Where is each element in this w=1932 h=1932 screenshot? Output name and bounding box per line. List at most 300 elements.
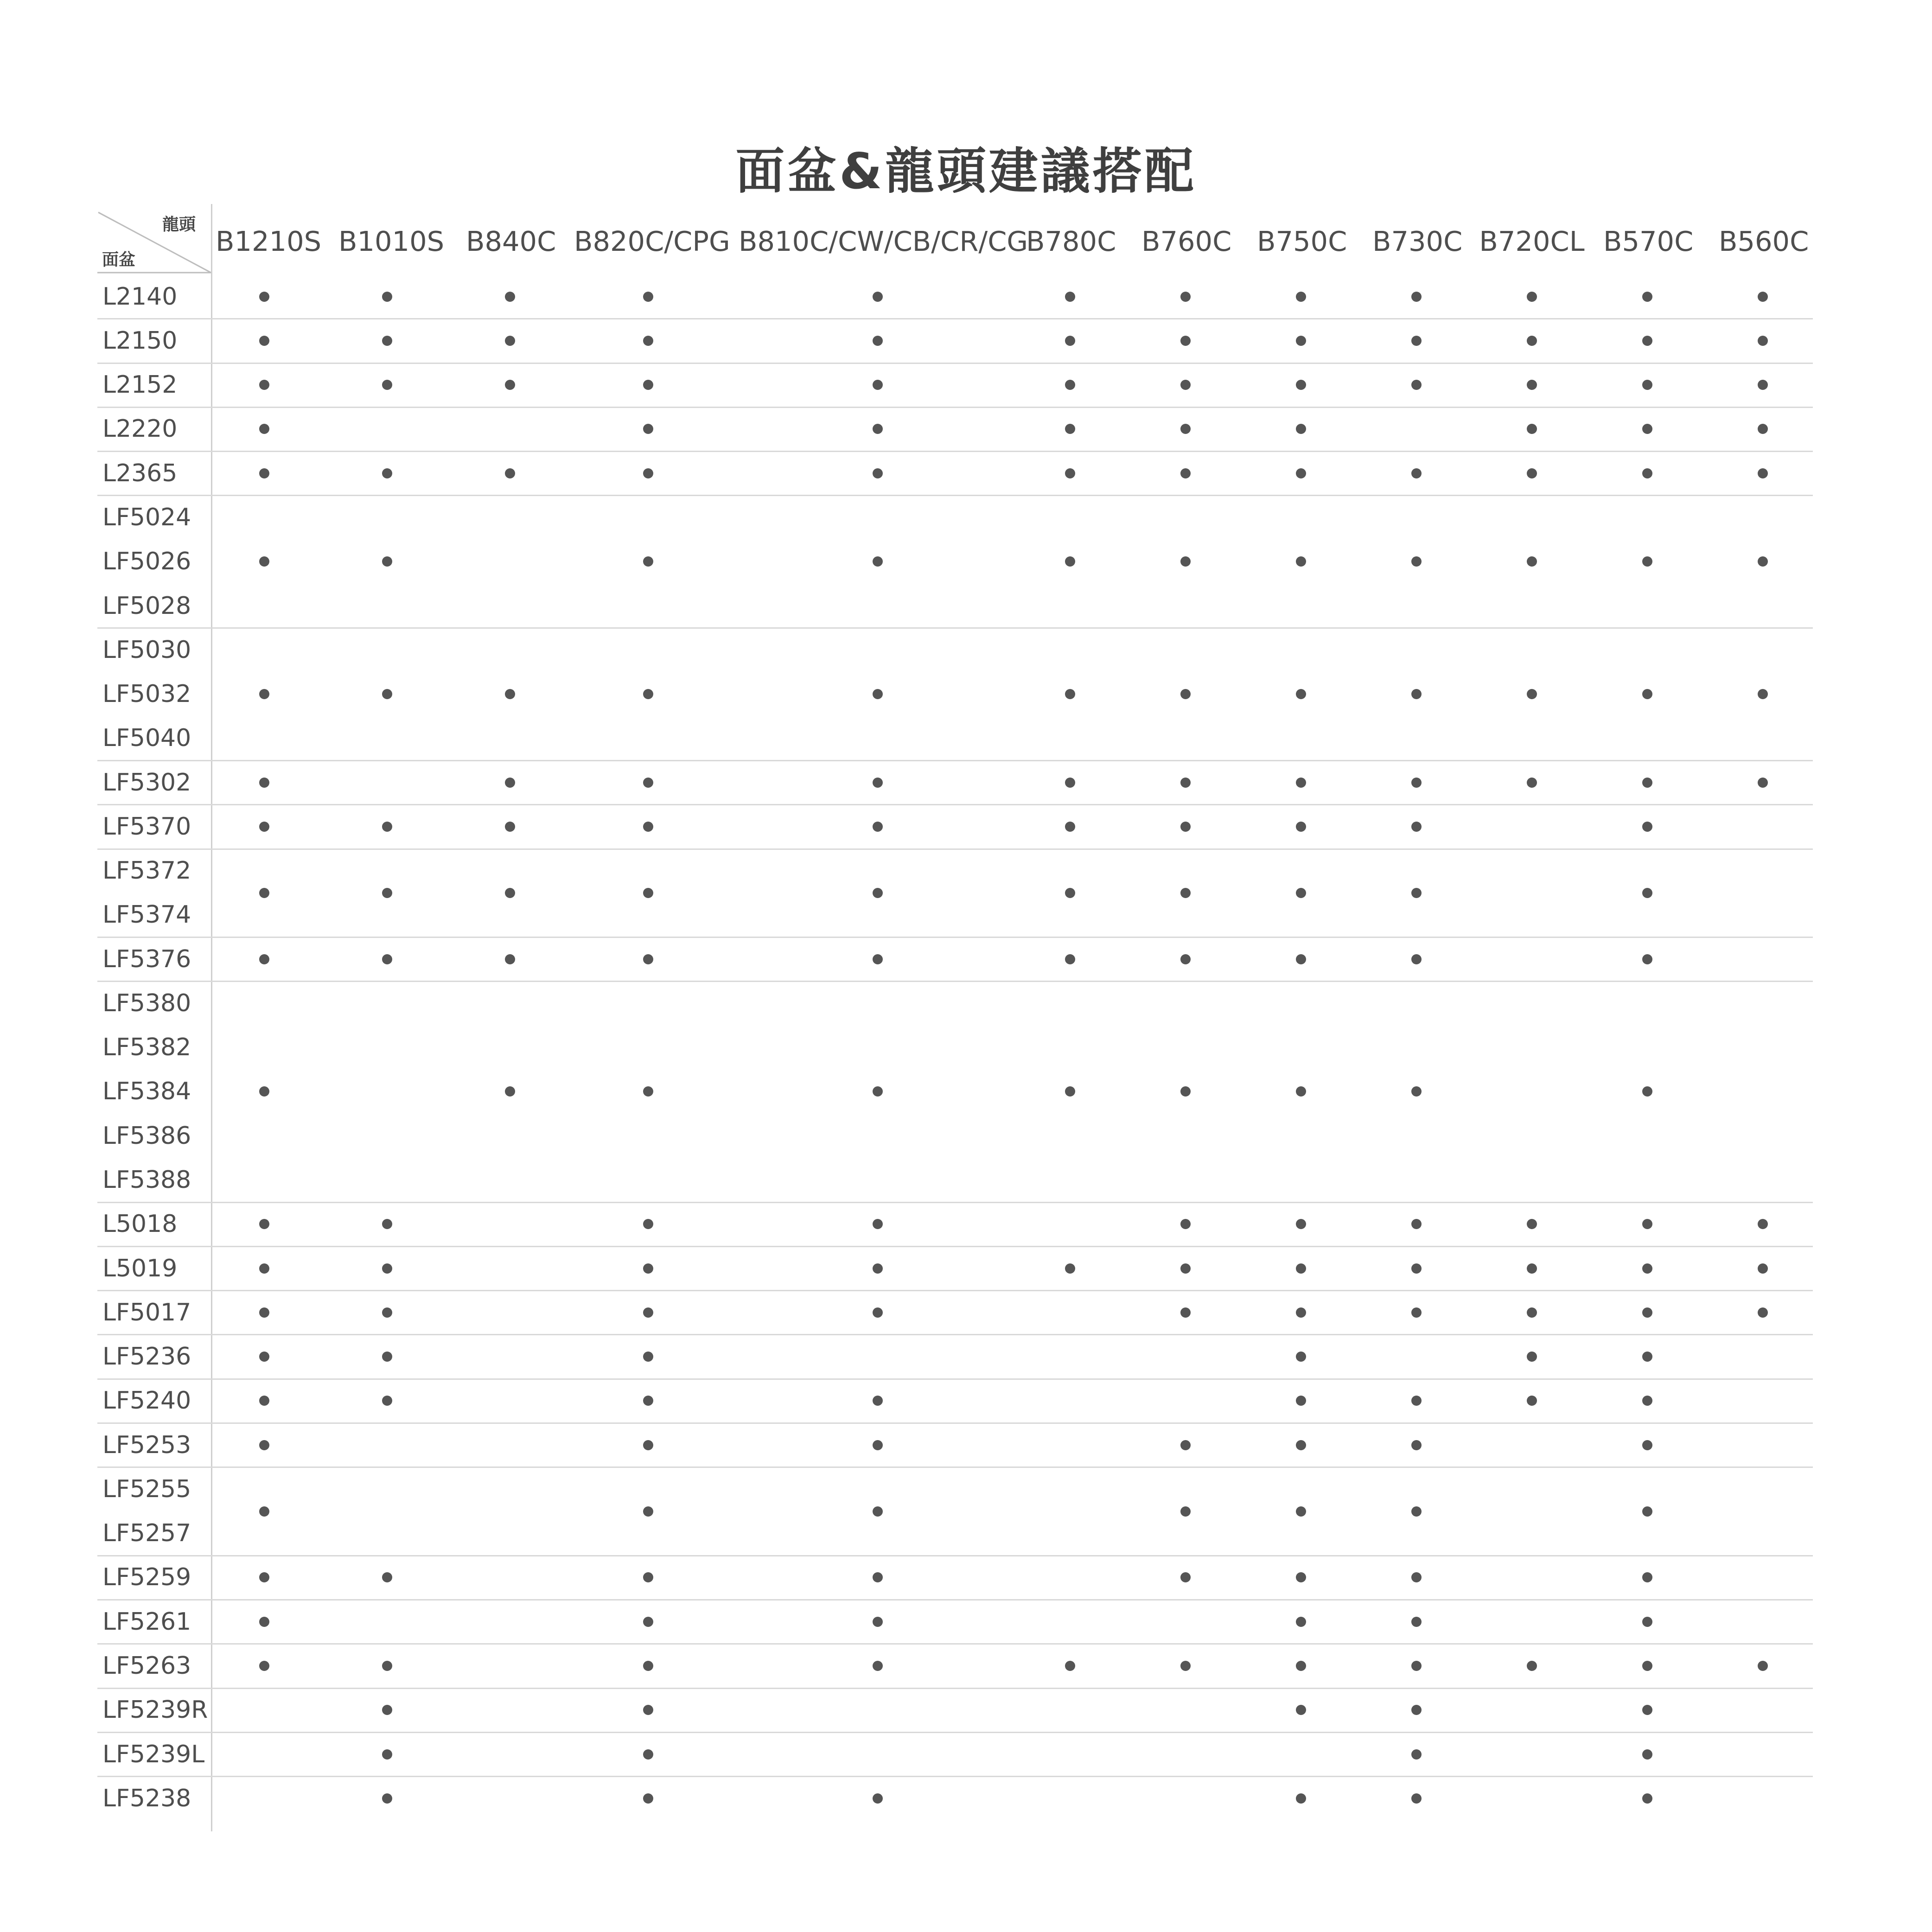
compatibility-dot [873,1506,883,1517]
compatibility-dot [259,292,269,302]
compatibility-dot [1527,336,1537,346]
compatibility-dot [1642,556,1652,567]
compatibility-dot [1180,822,1191,832]
basin-model-label: L2150 [102,326,178,355]
compatibility-dot [873,1086,883,1097]
compatibility-dot [1642,1705,1652,1715]
compatibility-dot [643,1661,653,1671]
compatibility-dot [873,380,883,390]
compatibility-dot [382,380,392,390]
compatibility-dot [1296,1352,1306,1362]
row-divider [97,760,1813,761]
compatibility-dot [1180,1219,1191,1229]
basin-model-label: LF5238 [102,1784,191,1812]
row-divider [97,1688,1813,1689]
compatibility-dot [1642,1440,1652,1450]
compatibility-dot [643,556,653,567]
compatibility-dot [1411,1749,1422,1760]
compatibility-dot [643,292,653,302]
compatibility-dot [382,1396,392,1406]
basin-model-label: LF5259 [102,1563,191,1592]
row-divider [97,937,1813,938]
compatibility-dot [1642,380,1652,390]
compatibility-dot [1296,1617,1306,1627]
compatibility-dot [1296,1307,1306,1318]
compatibility-dot [1296,822,1306,832]
basin-model-label: L2220 [102,415,178,443]
compatibility-dot [259,380,269,390]
basin-model-label: LF5376 [102,945,191,973]
compatibility-dot [643,1617,653,1627]
compatibility-dot [643,689,653,699]
row-divider [97,1599,1813,1600]
basin-model-label: LF5302 [102,768,191,797]
compatibility-dot [259,778,269,788]
row-divider [97,1202,1813,1203]
compatibility-dot [873,1307,883,1318]
basin-model-label: LF5032 [102,680,191,708]
column-header: B810C/CW/CB/CR/CG [739,225,1028,257]
compatibility-dot [1527,778,1537,788]
compatibility-dot [1642,1396,1652,1406]
compatibility-dot [643,1263,653,1274]
compatibility-dot [382,1705,392,1715]
compatibility-dot [1642,822,1652,832]
compatibility-dot [259,1572,269,1582]
compatibility-dot [873,689,883,699]
compatibility-dot [1758,1219,1768,1229]
compatibility-dot [259,1086,269,1097]
compatibility-dot [1642,954,1652,964]
compatibility-dot [1527,1396,1537,1406]
compatibility-dot [1411,1396,1422,1406]
compatibility-dot [1180,380,1191,390]
compatibility-dot [1411,888,1422,898]
row-divider [97,1422,1813,1424]
basin-model-label: LF5374 [102,901,191,929]
compatibility-dot [1411,1661,1422,1671]
row-divider [97,1246,1813,1247]
compatibility-dot [1180,888,1191,898]
compatibility-dot [1411,292,1422,302]
basin-model-label: LF5372 [102,857,191,885]
compatibility-dot [1411,336,1422,346]
compatibility-dot [1758,424,1768,434]
compatibility-dot [1642,1661,1652,1671]
compatibility-dot [873,1396,883,1406]
compatibility-dot [1296,1440,1306,1450]
compatibility-dot [382,822,392,832]
basin-model-label: LF5386 [102,1122,191,1150]
compatibility-dot [1065,689,1075,699]
compatibility-dot [873,1263,883,1274]
column-header: B570C [1603,225,1694,257]
compatibility-dot [1065,954,1075,964]
compatibility-dot [1065,822,1075,832]
compatibility-dot [505,468,515,478]
compatibility-dot [1296,1793,1306,1804]
row-divider [97,627,1813,629]
row-divider [97,318,1813,319]
compatibility-dot [1527,380,1537,390]
compatibility-dot [505,778,515,788]
compatibility-dot [873,822,883,832]
compatibility-dot [1296,1219,1306,1229]
compatibility-dot [1296,778,1306,788]
compatibility-dot [873,1617,883,1627]
compatibility-dot [1180,1086,1191,1097]
compatibility-dot [382,1219,392,1229]
compatibility-dot [1065,336,1075,346]
compatibility-dot [1180,556,1191,567]
compatibility-dot [1642,468,1652,478]
basin-model-label: LF5028 [102,592,191,620]
compatibility-dot [1527,556,1537,567]
compatibility-dot [1065,888,1075,898]
compatibility-dot [1411,1263,1422,1274]
compatibility-dot [873,292,883,302]
compatibility-dot [1527,1219,1537,1229]
compatibility-dot [1411,1086,1422,1097]
compatibility-dot [1296,424,1306,434]
compatibility-dot [382,689,392,699]
compatibility-dot [1642,1086,1652,1097]
row-divider [97,981,1813,982]
compatibility-dot [643,888,653,898]
compatibility-dot [1642,689,1652,699]
row-divider [97,495,1813,496]
column-header: B820C/CPG [574,225,730,257]
compatibility-dot [643,954,653,964]
basin-model-label: L5019 [102,1254,178,1282]
basin-model-label: LF5239L [102,1740,205,1768]
compatibility-dot [1296,1661,1306,1671]
compatibility-dot [643,1506,653,1517]
basin-model-label: LF5017 [102,1298,191,1326]
compatibility-dot [1527,468,1537,478]
compatibility-dot [1411,822,1422,832]
compatibility-dot [1296,292,1306,302]
column-header: B840C [466,225,556,257]
compatibility-dot [259,822,269,832]
row-divider [97,451,1813,452]
basin-model-label: LF5382 [102,1033,191,1062]
compatibility-dot [382,292,392,302]
basin-model-label: LF5026 [102,548,191,576]
compatibility-dot [643,822,653,832]
compatibility-dot [1180,778,1191,788]
compatibility-dot [1527,689,1537,699]
compatibility-dot [1411,1793,1422,1804]
compatibility-dot [1411,380,1422,390]
compatibility-dot [1758,468,1768,478]
compatibility-dot [1180,954,1191,964]
compatibility-dot [1411,1506,1422,1517]
compatibility-dot [1296,1263,1306,1274]
compatibility-dot [1411,1572,1422,1582]
compatibility-dot [505,336,515,346]
compatibility-dot [1296,888,1306,898]
compatibility-dot [1180,1307,1191,1318]
compatibility-dot [505,888,515,898]
basin-model-label: LF5040 [102,724,191,752]
compatibility-dot [382,1263,392,1274]
label-column-divider [211,204,212,1831]
compatibility-dot [1527,1661,1537,1671]
compatibility-dot [873,1793,883,1804]
compatibility-dot [643,1307,653,1318]
compatibility-dot [259,689,269,699]
compatibility-dot [1180,336,1191,346]
compatibility-dot [259,468,269,478]
compatibility-dot [873,954,883,964]
compatibility-dot [1642,1617,1652,1627]
compatibility-dot [1296,1396,1306,1406]
compatibility-dot [259,424,269,434]
compatibility-dot [1642,1352,1652,1362]
compatibility-dot [1758,1661,1768,1671]
compatibility-dot [873,1572,883,1582]
compatibility-dot [643,1749,653,1760]
compatibility-dot [1642,888,1652,898]
compatibility-dot [1642,1572,1652,1582]
compatibility-dot [1642,1506,1652,1517]
compatibility-dot [1758,556,1768,567]
compatibility-dot [382,1793,392,1804]
compatibility-dot [1296,954,1306,964]
basin-model-label: LF5261 [102,1607,191,1636]
compatibility-dot [1411,1617,1422,1627]
compatibility-dot [505,1086,515,1097]
compatibility-dot [1296,1086,1306,1097]
compatibility-dot [1296,468,1306,478]
row-divider [97,804,1813,805]
compatibility-dot [873,424,883,434]
compatibility-dot [1065,380,1075,390]
basin-model-label: LF5240 [102,1387,191,1415]
compatibility-dot [1296,336,1306,346]
compatibility-dot [643,336,653,346]
basin-model-label: LF5024 [102,503,191,531]
corner-faucet-label: 龍頭 [162,215,196,234]
compatibility-dot [259,1219,269,1229]
compatibility-dot [643,468,653,478]
compatibility-dot [1758,380,1768,390]
compatibility-dot [1180,292,1191,302]
compatibility-dot [505,292,515,302]
row-divider [97,1334,1813,1335]
compatibility-dot [505,954,515,964]
compatibility-dot [1065,1263,1075,1274]
compatibility-dot [1296,689,1306,699]
compatibility-dot [382,954,392,964]
compatibility-dot [259,1307,269,1318]
compatibility-dot [873,888,883,898]
corner-basin-label: 面盆 [102,250,136,269]
compatibility-dot [1065,292,1075,302]
compatibility-dot [1296,380,1306,390]
compatibility-dot [1527,292,1537,302]
compatibility-dot [1296,1705,1306,1715]
compatibility-dot [259,1661,269,1671]
basin-model-label: LF5388 [102,1166,191,1194]
compatibility-dot [873,556,883,567]
basin-model-label: LF5380 [102,989,191,1017]
column-header: B730C [1372,225,1463,257]
compatibility-dot [873,336,883,346]
compatibility-dot [1642,292,1652,302]
compatibility-dot [1180,468,1191,478]
basin-model-label: L2365 [102,459,178,487]
compatibility-dot [382,1749,392,1760]
compatibility-dot [1642,778,1652,788]
compatibility-dot [259,336,269,346]
row-divider [97,1732,1813,1733]
compatibility-dot [643,1440,653,1450]
compatibility-dot [873,1219,883,1229]
compatibility-dot [1758,778,1768,788]
compatibility-dot [382,1307,392,1318]
compatibility-dot [1527,1352,1537,1362]
compatibility-dot [259,1396,269,1406]
compatibility-dot [1758,1263,1768,1274]
row-divider [97,1467,1813,1468]
compatibility-dot [1411,689,1422,699]
compatibility-dot [873,778,883,788]
compatibility-dot [1065,468,1075,478]
compatibility-dot [1065,556,1075,567]
column-header: B1010S [338,225,445,257]
compatibility-dot [382,468,392,478]
basin-model-label: LF5257 [102,1519,191,1548]
compatibility-dot [873,1661,883,1671]
compatibility-dot [1758,689,1768,699]
compatibility-dot [1758,292,1768,302]
compatibility-dot [259,954,269,964]
compatibility-dot [259,556,269,567]
column-header: B720CL [1479,225,1585,257]
compatibility-dot [259,1440,269,1450]
compatibility-dot [1642,1263,1652,1274]
compatibility-dot [1527,1307,1537,1318]
compatibility-dot [643,1086,653,1097]
compatibility-dot [1411,468,1422,478]
compatibility-dot [1180,1440,1191,1450]
column-header: B780C [1026,225,1116,257]
page-title: 面盆&龍頭建議搭配 [735,143,1197,200]
column-header: B750C [1257,225,1347,257]
row-divider [97,1776,1813,1777]
compatibility-dot [505,689,515,699]
compatibility-dot [1411,1705,1422,1715]
basin-model-label: L2140 [102,282,178,311]
compatibility-dot [1758,336,1768,346]
compatibility-dot [1180,689,1191,699]
compatibility-dot [1296,556,1306,567]
compatibility-dot [1411,778,1422,788]
basin-model-label: LF5030 [102,636,191,664]
compatibility-dot [382,556,392,567]
row-divider [97,1378,1813,1380]
compatibility-dot [1180,1661,1191,1671]
compatibility-dot [643,424,653,434]
compatibility-dot [1642,424,1652,434]
compatibility-dot [643,1705,653,1715]
compatibility-dot [643,1352,653,1362]
compatibility-dot [505,822,515,832]
compatibility-dot [1642,336,1652,346]
compatibility-dot [1411,1440,1422,1450]
compatibility-dot [643,778,653,788]
compatibility-dot [1296,1506,1306,1517]
compatibility-dot [643,1793,653,1804]
corner-diagonal [0,0,213,278]
compatibility-dot [382,1661,392,1671]
compatibility-dot [1065,1086,1075,1097]
compatibility-dot [1180,1263,1191,1274]
column-header: B560C [1719,225,1809,257]
compatibility-dot [873,1440,883,1450]
basin-model-label: LF5263 [102,1652,191,1680]
basin-model-label: LF5253 [102,1431,191,1459]
basin-model-label: LF5236 [102,1343,191,1371]
compatibility-dot [1411,1219,1422,1229]
column-header: B760C [1141,225,1232,257]
compatibility-dot [1758,1307,1768,1318]
compatibility-dot [1296,1572,1306,1582]
compatibility-dot [1642,1749,1652,1760]
compatibility-dot [1180,424,1191,434]
compatibility-dot [1411,556,1422,567]
row-divider [97,1555,1813,1556]
basin-model-label: LF5255 [102,1475,191,1503]
row-divider [97,848,1813,850]
compatibility-dot [505,380,515,390]
compatibility-dot [643,380,653,390]
compatibility-dot [1065,778,1075,788]
compatibility-dot [259,1506,269,1517]
compatibility-dot [643,1572,653,1582]
compatibility-dot [382,888,392,898]
compatibility-dot [1180,1572,1191,1582]
compatibility-dot [643,1396,653,1406]
row-divider [97,1290,1813,1291]
compatibility-dot [259,1263,269,1274]
basin-model-label: LF5370 [102,812,191,841]
basin-model-label: LF5384 [102,1078,191,1106]
column-header: B1210S [216,225,322,257]
compatibility-dot [1411,1307,1422,1318]
compatibility-dot [382,1352,392,1362]
compatibility-dot [1642,1307,1652,1318]
compatibility-dot [259,1352,269,1362]
compatibility-dot [382,1572,392,1582]
compatibility-dot [1527,1263,1537,1274]
row-divider [97,363,1813,364]
basin-model-label: L2152 [102,371,178,399]
compatibility-dot [1065,424,1075,434]
row-divider [97,407,1813,408]
compatibility-dot [259,888,269,898]
compatibility-dot [382,336,392,346]
compatibility-dot [1411,954,1422,964]
compatibility-dot [1642,1219,1652,1229]
compatibility-dot [259,1617,269,1627]
compatibility-dot [643,1219,653,1229]
compatibility-dot [1180,1506,1191,1517]
row-divider [97,1643,1813,1645]
compatibility-dot [1527,424,1537,434]
